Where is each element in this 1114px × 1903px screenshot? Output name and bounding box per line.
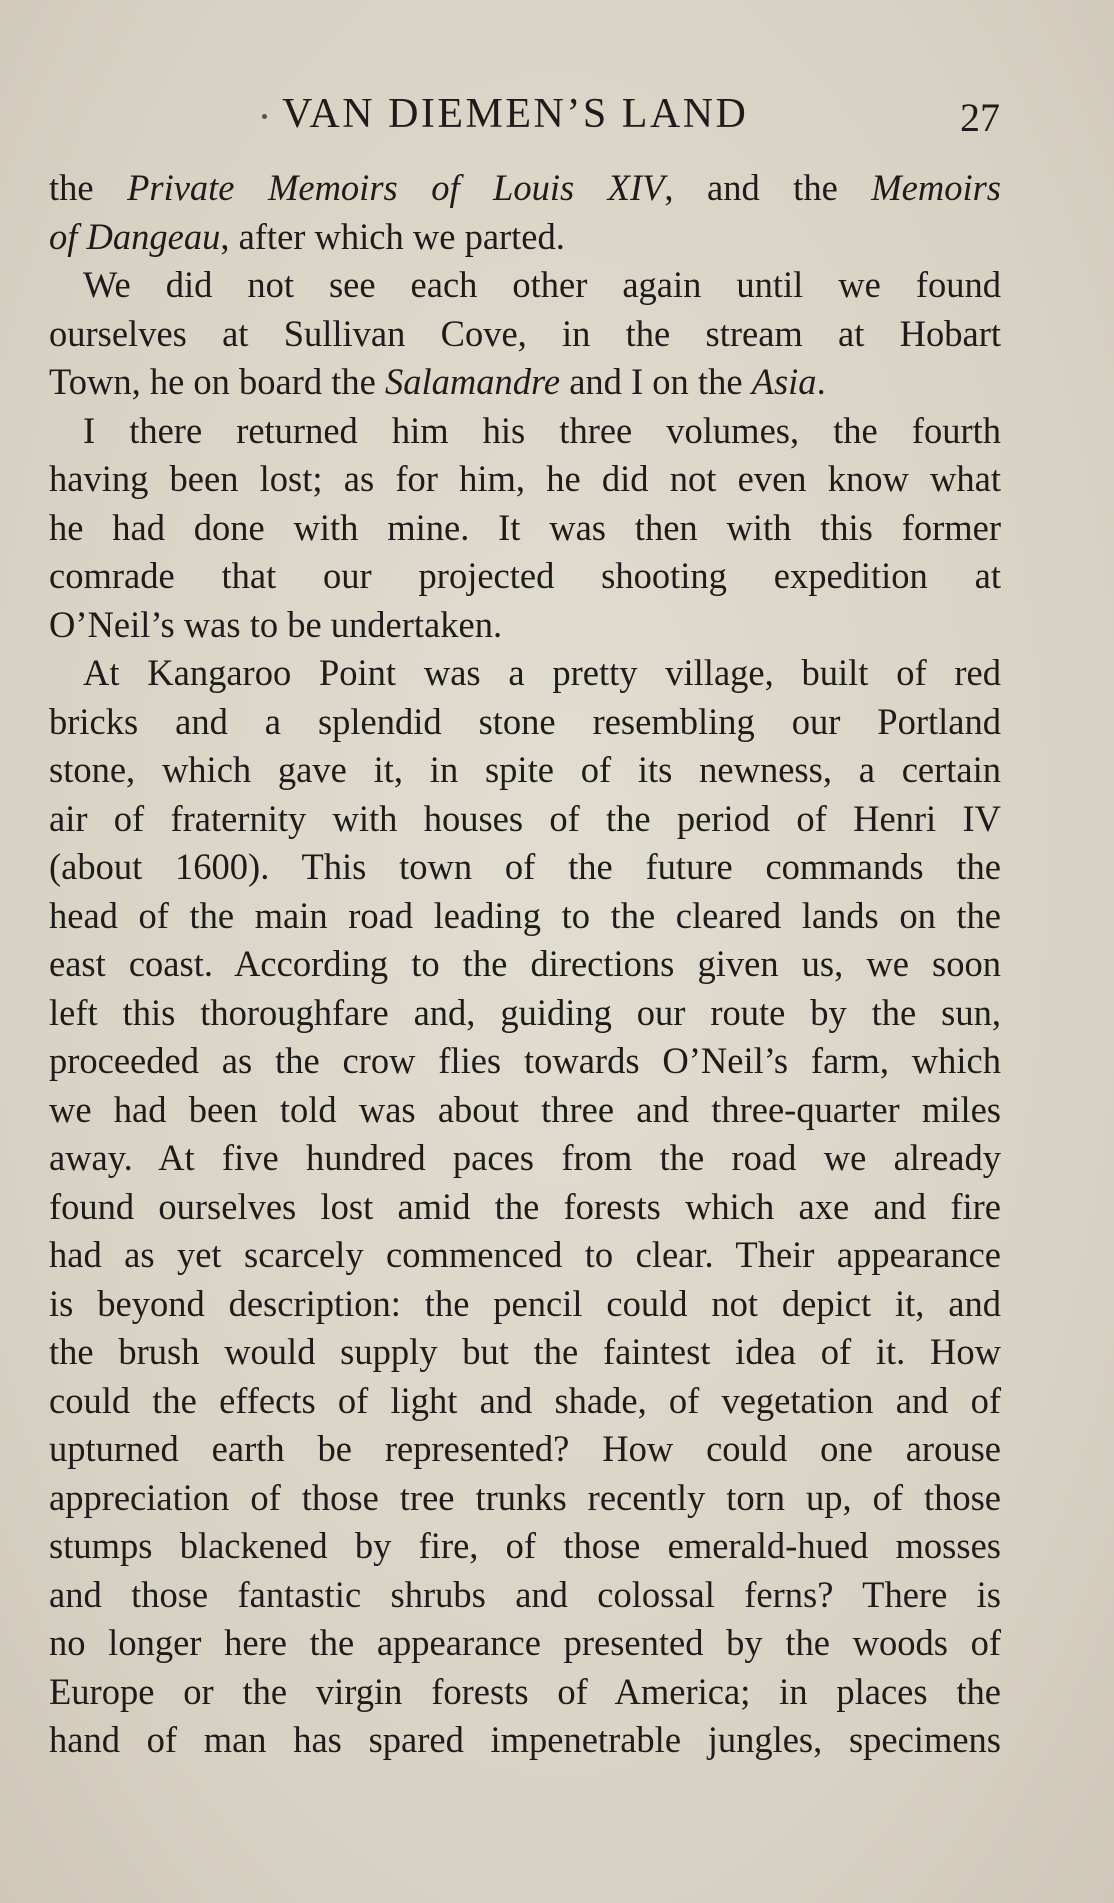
text-run: (about 1600). This town of the future commands the <box>49 846 1001 887</box>
text-run: having been lost; as for him, he did not even know what <box>49 458 1001 499</box>
text-run: hand of man has spared impenetrable jungles, specimens <box>49 1719 1001 1760</box>
paragraph <box>49 164 1001 261</box>
text-run: , and the <box>664 167 872 208</box>
text-line <box>49 795 1001 844</box>
text-line <box>49 552 1001 601</box>
text-line <box>49 1716 1001 1765</box>
italic-title: of Dangeau <box>49 215 221 257</box>
text-line <box>49 261 1001 310</box>
text-line <box>49 504 1001 553</box>
paragraph <box>49 649 1001 1765</box>
text-line <box>49 1280 1001 1329</box>
italic-title: Private Memoirs of Louis XIV <box>127 167 665 208</box>
text-line <box>49 164 1001 213</box>
text-run: could the effects of light and shade, of vegetation and of <box>49 1379 1001 1421</box>
italic-title: Memoirs <box>871 167 1002 208</box>
text-run: appreciation of those tree trunks recently torn up, of those <box>49 1476 1001 1518</box>
text-run: we had been told was about three and three-quarter miles <box>49 1088 1001 1130</box>
text-line <box>49 1086 1001 1135</box>
text-run: upturned earth be represented? How could one arouse <box>49 1428 1001 1469</box>
running-head <box>0 88 1114 140</box>
text-run: head of the main road leading to the cleared lands on the <box>49 894 1001 936</box>
text-line <box>49 1231 1001 1280</box>
text-line <box>49 649 1001 698</box>
text-run: air of fraternity with houses of the period of Henri IV <box>49 797 1001 839</box>
text-run: . <box>816 361 826 402</box>
text-line <box>49 1037 1001 1086</box>
text-line <box>49 1425 1001 1474</box>
body-text <box>49 164 1001 1765</box>
text-run: and I on the <box>560 361 752 402</box>
text-line <box>49 989 1001 1038</box>
text-run: comrade that our projected shooting expedition at <box>49 555 1001 596</box>
text-line <box>49 310 1001 359</box>
text-run: the brush would supply but the faintest idea of it. How <box>49 1331 1001 1372</box>
text-line <box>49 407 1001 456</box>
text-run: is beyond description: the pencil could not depict it, and <box>49 1282 1001 1324</box>
text-line <box>49 1134 1001 1183</box>
text-run: At Kangaroo Point was a pretty village, built of red <box>83 652 1001 693</box>
text-line <box>49 698 1001 747</box>
text-run: ourselves at Sullivan Cove, in the stream at Hobart <box>49 312 1001 354</box>
text-line <box>49 358 1001 407</box>
text-run: found ourselves lost amid the forests which axe and fire <box>49 1185 1001 1227</box>
text-line <box>49 940 1001 989</box>
text-run: proceeded as the crow flies towards O’Neil’s farm, which <box>49 1040 1001 1081</box>
text-line <box>49 1183 1001 1232</box>
text-line <box>49 1474 1001 1523</box>
text-line <box>49 1377 1001 1426</box>
text-run: no longer here the appearance presented by the woods of <box>49 1622 1001 1663</box>
text-run: stumps blackened by fire, of those emerald-hued mosses <box>49 1525 1001 1566</box>
paragraph <box>49 407 1001 650</box>
italic-title: Asia <box>751 361 817 402</box>
paragraph <box>49 261 1001 407</box>
text-run: east coast. According to the directions given us, we soon <box>49 943 1001 984</box>
text-run: Town, he on board the <box>49 361 386 402</box>
text-run: stone, which gave it, in spite of its newness, a certain <box>49 749 1001 790</box>
text-line <box>49 746 1001 795</box>
text-line <box>49 213 1001 262</box>
page-number: 27 <box>960 95 1000 140</box>
text-run: Europe or the virgin forests of America; in places the <box>49 1670 1001 1712</box>
text-run: left this thoroughfare and, guiding our route by the sun, <box>49 991 1001 1033</box>
text-line <box>49 455 1001 504</box>
text-run: bricks and a splendid stone resembling our Portland <box>49 700 1001 742</box>
italic-title: Salamandre <box>385 361 561 402</box>
text-line <box>49 843 1001 892</box>
text-run: and those fantastic shrubs and colossal ferns? There is <box>49 1573 1001 1615</box>
head-ornament-dot <box>262 114 267 119</box>
text-run: , after which we parted. <box>220 215 565 257</box>
text-line <box>49 601 1001 650</box>
text-run: O’Neil’s was to be undertaken. <box>49 603 503 645</box>
text-run: away. At five hundred paces from the road we already <box>49 1137 1001 1178</box>
text-line <box>49 1571 1001 1620</box>
text-run: he had done with mine. It was then with this former <box>49 506 1001 548</box>
text-run: We did not see each other again until we found <box>83 264 1001 305</box>
text-line <box>49 1522 1001 1571</box>
text-run: the <box>49 167 128 208</box>
text-run: I there returned him his three volumes, the fourth <box>83 409 1001 451</box>
text-line <box>49 1328 1001 1377</box>
text-line <box>49 1668 1001 1717</box>
text-run: had as yet scarcely commenced to clear. Their appearance <box>49 1234 1001 1275</box>
running-head-title: VAN DIEMEN’S LAND <box>282 91 749 137</box>
text-line <box>49 892 1001 941</box>
text-line <box>49 1619 1001 1668</box>
